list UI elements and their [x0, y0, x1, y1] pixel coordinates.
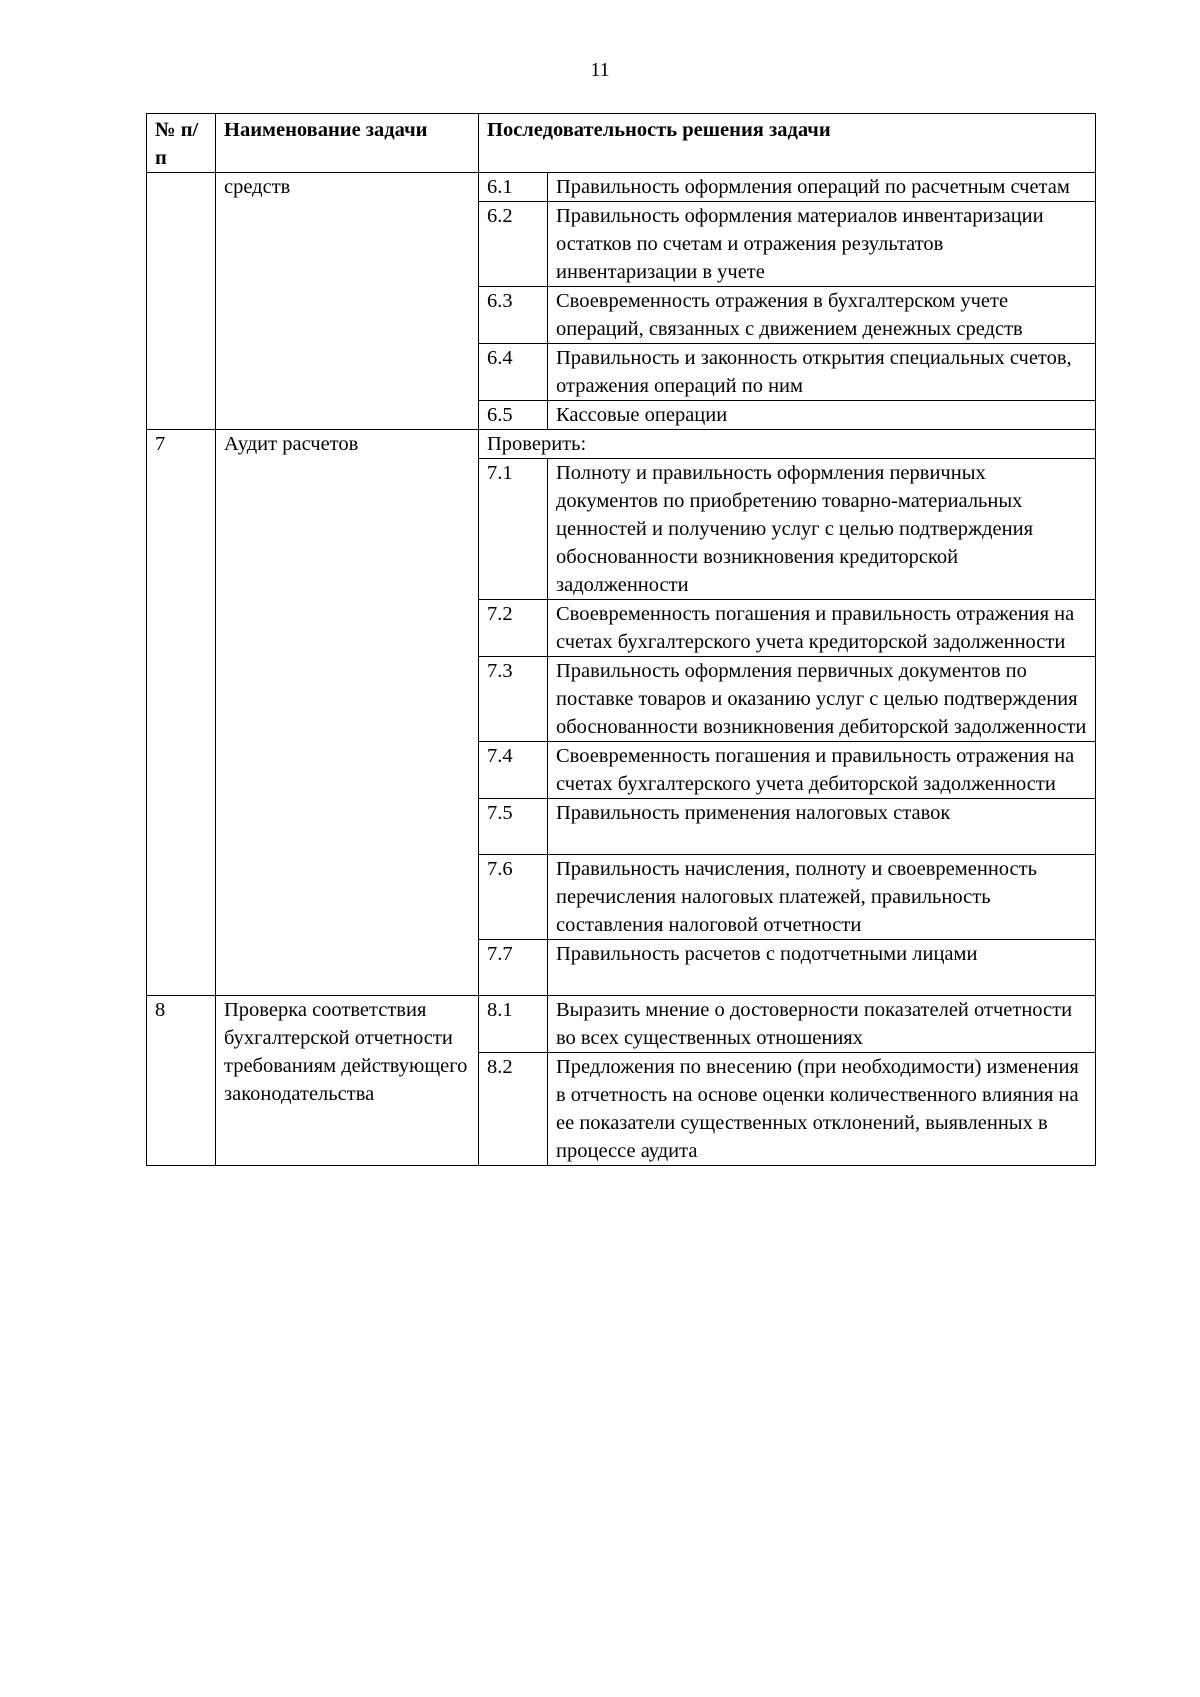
item-text: Полноту и правильность оформления первичных документов по приобретению товарно-материальных ценностей и получению услуг с целью подтверждения обоснованности возникновения кредиторской задолженности [548, 459, 1096, 600]
table-row [147, 430, 1096, 459]
item-text: Предложения по внесению (при необходимости) изменения в отчетность на основе оценки количественного влияния на ее показатели существенных отклонений, выявленных в процессе аудита [548, 1053, 1096, 1166]
item-code: 7.1 [479, 459, 548, 600]
group-name-cell: средств [216, 173, 479, 430]
group-num-cell: 8 [147, 996, 216, 1166]
item-code: 7.2 [479, 600, 548, 657]
item-code: 7.5 [479, 799, 548, 855]
group-name-cell: Проверка соответствия бухгалтерской отчетности требованиям действующего законодательства [216, 996, 479, 1166]
item-code: 6.4 [479, 344, 548, 401]
item-text: Правильность оформления первичных документов по поставке товаров и оказанию услуг с целью подтверждения обоснованности возникновения дебиторской задолженности [548, 657, 1096, 742]
table-row [147, 173, 1096, 202]
header-task-name: Наименование задачи [216, 114, 479, 173]
group-num-cell [147, 173, 216, 430]
item-text: Правильность начисления, полноту и своевременность перечисления налоговых платежей, правильность составления налоговой отчетности [548, 855, 1096, 940]
header-solution-sequence: Последовательность решения задачи [479, 114, 1096, 173]
page-number: 11 [590, 59, 610, 81]
item-text: Своевременность погашения и правильность отражения на счетах бухгалтерского учета кредиторской задолженности [548, 600, 1096, 657]
item-text: Выразить мнение о достоверности показателей отчетности во всех существенных отношениях [548, 996, 1096, 1053]
item-text: Правильность оформления операций по расчетным счетам [548, 173, 1096, 202]
item-text: Своевременность погашения и правильность отражения на счетах бухгалтерского учета дебиторской задолженности [548, 742, 1096, 799]
header-num: № п/п [147, 114, 216, 173]
item-code: 7.4 [479, 742, 548, 799]
group-intro: Проверить: [479, 430, 1096, 459]
item-code: 6.3 [479, 287, 548, 344]
item-text: Правильность расчетов с подотчетными лицами [548, 940, 1096, 996]
item-code: 7.7 [479, 940, 548, 996]
group-name-cell: Аудит расчетов [216, 430, 479, 996]
item-code: 8.2 [479, 1053, 548, 1166]
group-num-cell: 7 [147, 430, 216, 996]
item-text: Правильность оформления материалов инвентаризации остатков по счетам и отражения результатов инвентаризации в учете [548, 202, 1096, 287]
audit-tasks-table [146, 113, 1096, 1166]
item-code: 6.1 [479, 173, 548, 202]
item-code: 7.3 [479, 657, 548, 742]
item-text: Правильность и законность открытия специальных счетов, отражения операций по ним [548, 344, 1096, 401]
item-code: 8.1 [479, 996, 548, 1053]
item-code: 6.2 [479, 202, 548, 287]
table-header-row [147, 114, 1096, 173]
item-text: Правильность применения налоговых ставок [548, 799, 1096, 855]
item-text: Кассовые операции [548, 401, 1096, 430]
table-row [147, 996, 1096, 1053]
item-text: Своевременность отражения в бухгалтерском учете операций, связанных с движением денежных средств [548, 287, 1096, 344]
item-code: 6.5 [479, 401, 548, 430]
item-code: 7.6 [479, 855, 548, 940]
